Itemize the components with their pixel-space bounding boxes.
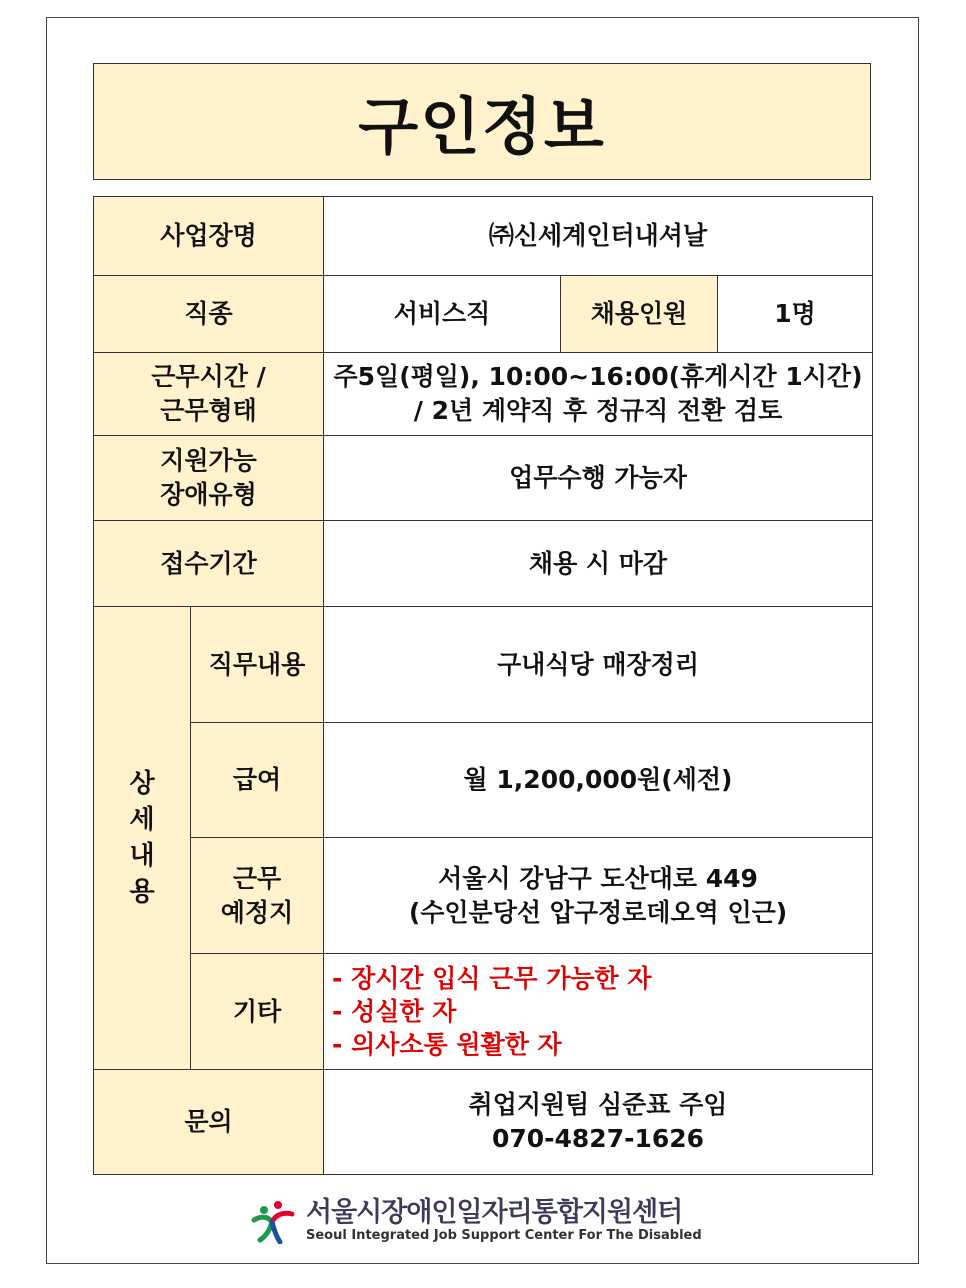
work-hours-label-line2: 근무형태 bbox=[160, 396, 257, 425]
job-info-table bbox=[93, 196, 873, 1175]
footer-org-english: Seoul Integrated Job Support Center For The Disabled bbox=[306, 1228, 702, 1243]
hire-count-value: 1명 bbox=[718, 276, 873, 353]
details-label-char2: 세 bbox=[129, 805, 155, 835]
location-value-line2: (수인분당선 압구정로데오역 인근) bbox=[408, 897, 788, 927]
job-type-value: 서비스직 bbox=[324, 276, 561, 353]
company-label: 사업장명 bbox=[94, 197, 324, 276]
footer-org-korean: 서울시장애인일자리통합지원센터 bbox=[306, 1197, 683, 1228]
row-salary bbox=[94, 723, 873, 838]
seoul-people-logo-icon bbox=[250, 1198, 296, 1244]
disability-value: 업무수행 가능자 bbox=[324, 436, 873, 521]
row-etc bbox=[94, 954, 873, 1070]
page-title: 구인정보 bbox=[358, 90, 606, 163]
row-contact bbox=[94, 1070, 873, 1175]
row-period bbox=[94, 521, 873, 607]
disability-label-line1: 지원가능 bbox=[160, 446, 257, 475]
work-hours-value bbox=[324, 353, 873, 436]
contact-value-line2: 070-4827-1626 bbox=[491, 1124, 705, 1153]
row-work-hours bbox=[94, 353, 873, 436]
row-duty bbox=[94, 607, 873, 723]
work-hours-value-line1: 주5일(평일), 10:00~16:00(휴게시간 1시간) bbox=[333, 362, 863, 391]
contact-value-line1: 취업지원팀 심준표 주임 bbox=[468, 1090, 728, 1119]
etc-value bbox=[324, 954, 873, 1070]
location-label-line2: 예정지 bbox=[220, 897, 294, 927]
hire-count-label: 채용인원 bbox=[561, 276, 718, 353]
details-label bbox=[94, 607, 191, 1070]
location-value-line1: 서울시 강남구 도산대로 449 bbox=[438, 863, 758, 893]
details-label-char1: 상 bbox=[129, 769, 155, 799]
footer-logo bbox=[250, 1195, 720, 1247]
row-job-type bbox=[94, 276, 873, 353]
location-label bbox=[191, 838, 324, 954]
period-value: 채용 시 마감 bbox=[324, 521, 873, 607]
company-value: ㈜신세계인터내셔날 bbox=[324, 197, 873, 276]
duty-label: 직무내용 bbox=[191, 607, 324, 723]
disability-label bbox=[94, 436, 324, 521]
etc-item-2: - 성실한 자 bbox=[332, 997, 457, 1026]
salary-value: 월 1,200,000원(세전) bbox=[324, 723, 873, 838]
details-label-char4: 용 bbox=[129, 877, 155, 907]
etc-item-1: - 장시간 입식 근무 가능한 자 bbox=[332, 964, 652, 993]
work-hours-label-line1: 근무시간 / bbox=[151, 362, 266, 391]
title-banner bbox=[93, 63, 871, 180]
location-label-line1: 근무 bbox=[232, 863, 282, 893]
row-disability bbox=[94, 436, 873, 521]
duty-value: 구내식당 매장정리 bbox=[324, 607, 873, 723]
details-label-char3: 내 bbox=[129, 841, 155, 871]
work-hours-label bbox=[94, 353, 324, 436]
etc-item-3: - 의사소통 원활한 자 bbox=[332, 1030, 562, 1059]
period-label: 접수기간 bbox=[94, 521, 324, 607]
row-location bbox=[94, 838, 873, 954]
disability-label-line2: 장애유형 bbox=[160, 480, 257, 509]
work-hours-value-line2: / 2년 계약직 후 정규직 전환 검토 bbox=[413, 396, 783, 425]
contact-value bbox=[324, 1070, 873, 1175]
row-company bbox=[94, 197, 873, 276]
contact-label: 문의 bbox=[94, 1070, 324, 1175]
etc-label: 기타 bbox=[191, 954, 324, 1070]
salary-label: 급여 bbox=[191, 723, 324, 838]
location-value bbox=[324, 838, 873, 954]
job-type-label: 직종 bbox=[94, 276, 324, 353]
